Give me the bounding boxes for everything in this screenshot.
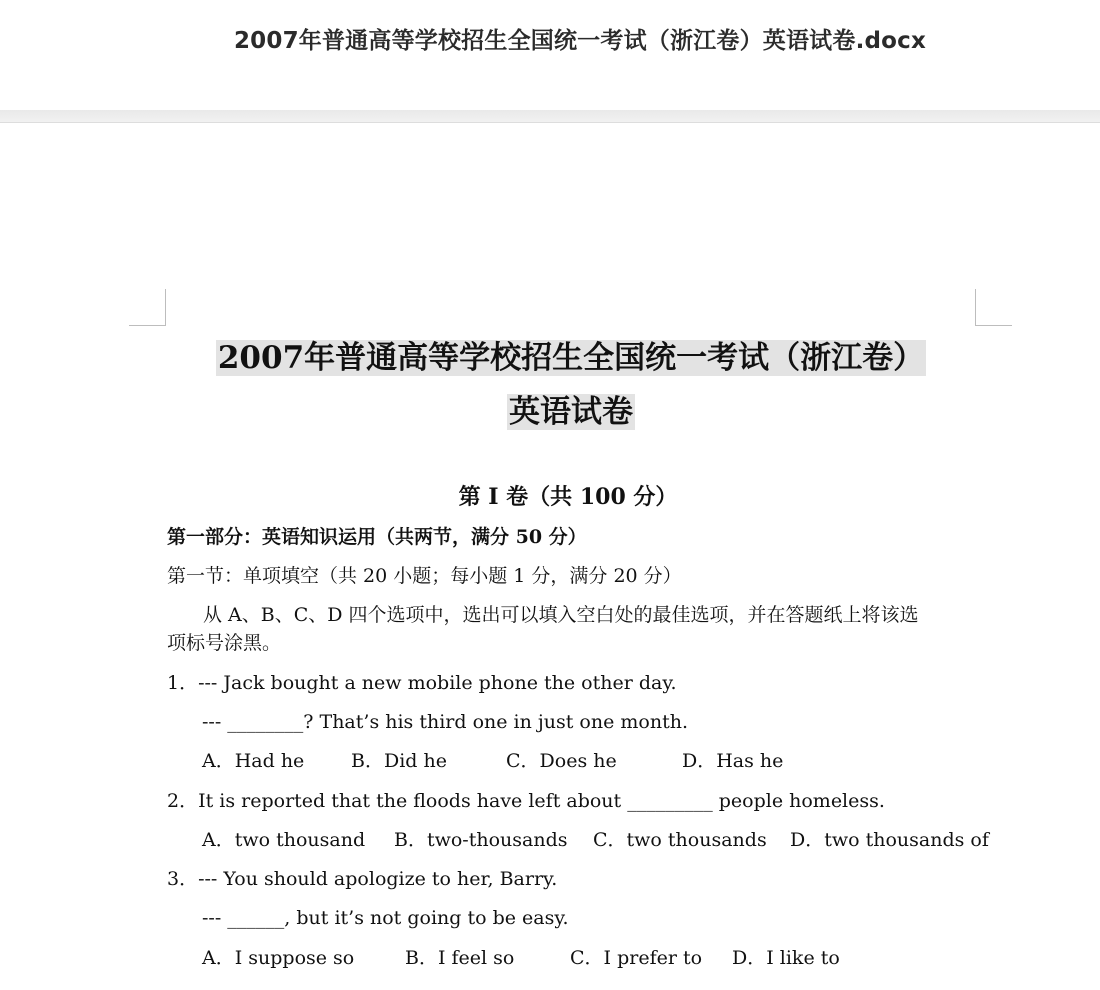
doc-title-line1-text: 2007年普通高等学校招生全国统一考试（浙江卷） (217, 340, 925, 376)
toolbar-separator (0, 110, 1100, 123)
section-heading: 第 I 卷（共 100 分） (458, 484, 678, 510)
question-3-option-c: C．I prefer to (570, 947, 703, 969)
document-file-title: 2007年普通高等学校招生全国统一考试（浙江卷）英语试卷.docx (233, 28, 927, 54)
title-bar (0, 0, 1100, 110)
question-3-option-b: B．I feel so (405, 947, 515, 969)
question-2-option-c: C．two thousands (593, 829, 767, 851)
document-page[interactable] (0, 123, 1100, 990)
instruction-line-1: 从 A、B、C、D 四个选项中，选出可以填入空白处的最佳选项，并在答题纸上将该选 (203, 604, 919, 626)
question-3-stem: 3．--- You should apologize to her, Barry. (167, 868, 558, 890)
instruction-line-2: 项标号涂黑。 (167, 632, 282, 654)
page-corner-mark-top-right (975, 289, 1012, 326)
question-1-stem: 1．--- Jack bought a new mobile phone the other day. (167, 672, 677, 694)
question-3-option-d: D．I like to (732, 947, 840, 969)
question-2-option-a: A．two thousand (202, 829, 366, 851)
subsection-heading: 第一节：单项填空（共 20 小题；每小题 1 分，满分 20 分） (167, 565, 682, 587)
question-2-option-d: D．two thousands of (790, 829, 989, 851)
question-1-option-d: D．Has he (682, 750, 784, 772)
part-heading: 第一部分：英语知识运用（共两节，满分 50 分） (167, 526, 587, 548)
question-2-stem: 2．It is reported that the floods have left about _________ people homeless. (167, 790, 885, 812)
doc-title-line1 (0, 336, 1100, 380)
page-corner-mark-top-left (129, 289, 166, 326)
question-1-option-b: B．Did he (351, 750, 447, 772)
question-1-stem-reply: --- ________? That’s his third one in just one month. (202, 711, 688, 733)
question-2-option-b: B．two-thousands (394, 829, 568, 851)
question-3-stem-reply: --- ______, but it’s not going to be easy. (202, 907, 569, 929)
doc-title-line2-text: 英语试卷 (509, 394, 633, 430)
question-1-option-c: C．Does he (506, 750, 617, 772)
doc-title-line2 (0, 390, 1100, 434)
question-1-option-a: A．Had he (202, 750, 305, 772)
question-3-option-a: A．I suppose so (202, 947, 355, 969)
